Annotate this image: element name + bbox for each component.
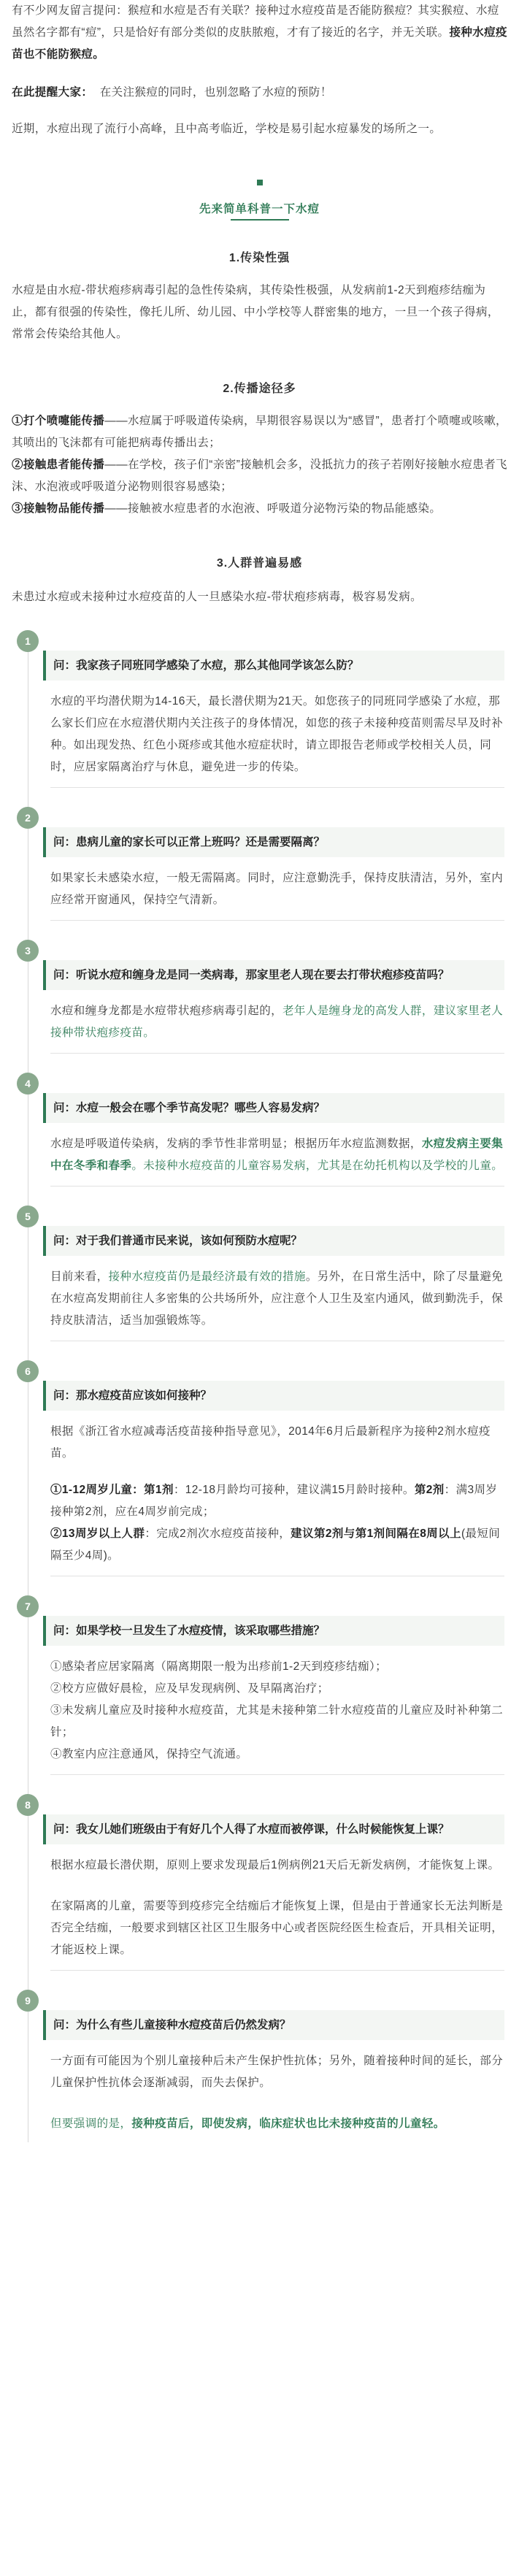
answer: 在家隔离的儿童，需要等到疫疹完全结痂后才能恢复上课，但是由于普通家长无法判断是否完全结痂，一般要求到辖区社区卫生服务中心或者医院经医生检查后，开具相关证明，才能返校上课。 — [50, 1900, 504, 1956]
qa-number-badge: 5 — [17, 1205, 39, 1227]
answer: 一方面有可能因为个别儿童接种后未产生保护性抗体；另外，随着接种时间的延长，部分儿童保护性抗体会逐渐减弱，而失去保护。 — [50, 2055, 504, 2089]
dose-group-2 — [50, 1523, 504, 1567]
qa-list — [12, 630, 507, 2142]
route-2 — [12, 454, 507, 498]
qa-number-badge: 8 — [17, 1794, 39, 1816]
question: 问：我女儿她们班级由于有好几个人得了水痘而被停课，什么时候能恢复上课？ — [43, 1814, 504, 1844]
question: 问：如果学校一旦发生了水痘疫情，该采取哪些措施？ — [43, 1616, 504, 1646]
qa-number-badge: 9 — [17, 1990, 39, 2012]
qa-separator — [50, 787, 504, 788]
dose-label: ①1-12周岁儿童：第1剂 — [50, 1484, 174, 1496]
question: 问：那水痘疫苗应该如何接种？ — [43, 1381, 504, 1411]
section-divider — [12, 180, 507, 185]
dose-text: ：满3周岁接种第2剂，应在4周岁前完成； — [50, 1484, 498, 1518]
answer — [50, 1133, 504, 1177]
question: 问：听说水痘和缠身龙是同一类病毒，那家里老人现在要去打带状疱疹疫苗吗？ — [43, 960, 504, 990]
question: 问：水痘一般会在哪个季节高发呢？哪些人容易发病？ — [43, 1093, 504, 1123]
list-item: ③未发病儿童应及时接种水痘疫苗，尤其是未接种第二针水痘疫苗的儿童应及时补种第二针； — [50, 1704, 504, 1739]
dose-label: 第2剂 — [414, 1484, 445, 1496]
qa-separator — [50, 920, 504, 921]
subheading-1: 1.传染性强 — [228, 252, 291, 264]
qa-number-badge: 2 — [17, 807, 39, 829]
answer-emphasis: 接种疫苗后，即使发病，临床症状也比未接种疫苗的儿童轻。 — [131, 2117, 445, 2130]
answer-text: 目前来看， — [50, 1270, 109, 1283]
qa-number-badge: 7 — [17, 1595, 39, 1617]
qa-item — [25, 1595, 504, 1794]
answer-highlight: 但要强调的是， — [50, 2117, 132, 2130]
route-2-label: ②接触患者能传播 — [12, 459, 105, 471]
route-3-text: ——接触被水痘患者的水泡液、呼吸道分泌物污染的物品能感染。 — [104, 502, 442, 515]
subheading-3-text: 未患过水痘或未接种过水痘疫苗的人一旦感染水痘-带状疱疹病毒，极容易发病。 — [12, 591, 423, 603]
intro-emphasis: 接种水痘疫苗也不能防猴痘。 — [12, 26, 507, 61]
dose-text: ：12-18月龄均可接种，建议满15月龄时接种。 — [173, 1484, 415, 1496]
section-header — [12, 200, 507, 221]
route-3 — [12, 498, 507, 520]
answer-emphasis: 水痘发病主要集中在冬季和春季 — [50, 1138, 504, 1172]
qa-number-badge: 1 — [17, 630, 39, 652]
dose-text: (最短间隔至少4周)。 — [50, 1527, 501, 1562]
qa-item — [25, 807, 504, 940]
answer-highlight: 。未接种水痘疫苗的儿童容易发病，尤其是在幼托机构以及学校的儿童。 — [131, 1159, 504, 1172]
qa-item — [25, 1360, 504, 1595]
qa-item — [25, 1073, 504, 1205]
route-1-label: ①打个喷嚏能传播 — [12, 415, 105, 427]
dose-group-1 — [50, 1479, 504, 1523]
dose-emphasis: 建议第2剂与第1剂间隔在8周以上 — [291, 1527, 461, 1540]
intro-paragraph-3: 近期，水痘出现了流行小高峰，且中高考临近，学校是易引起水痘暴发的场所之一。 — [12, 123, 442, 135]
route-3-label: ③接触物品能传播 — [12, 502, 105, 515]
question: 问：患病儿童的家长可以正常上班吗？还是需要隔离？ — [43, 827, 504, 857]
reminder-text: 在关注猴痘的同时，也别忽略了水痘的预防！ — [99, 86, 332, 99]
route-2-text: ——在学校，孩子们“亲密”接触机会多，没抵抗力的孩子若刚好接触水痘患者飞沫、水泡液或呼吸道分泌物则很容易感染； — [12, 459, 507, 493]
question: 问：我家孩子同班同学感染了水痘，那么其他同学该怎么防？ — [43, 651, 504, 681]
list-item: ④教室内应注意通风，保持空气流通。 — [50, 1748, 248, 1760]
list-item: ①感染者应居家隔离（隔离期限一般为出疹前1-2天到疫疹结痂）； — [50, 1660, 388, 1673]
qa-separator — [50, 1970, 504, 1971]
list-item: ②校方应做好晨检，应及早发现病例、及早隔离治疗； — [50, 1682, 329, 1695]
subheading-2: 2.传播途径多 — [223, 383, 296, 395]
qa-separator — [50, 1053, 504, 1054]
answer-highlight: 老年人是缠身龙的高发人群，建议家里老人接种带状疱疹疫苗。 — [50, 1005, 504, 1039]
answer: 水痘的平均潜伏期为14-16天，最长潜伏期为21天。如您孩子的同班同学感染了水痘，那么家长们应在水痘潜伏期内关注孩子的身体情况，如您的孩子未接种疫苗则需尽早及时补种。如出现发热、红色小斑疹或其他水痘症状时，请立即报告老师或学校相关人员，同时，应居家隔离治疗与休息，避免进一步的传染。 — [50, 695, 504, 773]
answer-emphasis-paragraph — [50, 2113, 504, 2135]
divider-dot — [257, 180, 263, 185]
qa-item — [25, 940, 504, 1073]
question: 问：为什么有些儿童接种水痘疫苗后仍然发病？ — [43, 2010, 504, 2040]
answer-highlight: 接种水痘疫苗仍是最经济最有效的措施 — [108, 1270, 306, 1283]
intro-paragraph-1 — [12, 0, 507, 66]
qa-item — [25, 1205, 504, 1360]
intro-text: 有不少网友留言提问：猴痘和水痘是否有关联？接种过水痘疫苗是否能防猴痘？其实猴痘、水痘虽然名字都有“痘”，只是恰好有部分类似的皮肤脓疱，才有了接近的名字，并无关联。 — [12, 4, 499, 39]
reminder-label: 在此提醒大家： — [12, 86, 93, 99]
answer: 根据水痘最长潜伏期，原则上要求发现最后1例病例21天后无新发病例，才能恢复上课。 — [50, 1859, 500, 1871]
answer: 根据《浙江省水痘减毒活疫苗接种指导意见》，2014年6月后最新程序为接种2剂水痘疫苗。 — [50, 1425, 491, 1460]
subheading-3: 3.人群普遍易感 — [216, 557, 303, 570]
qa-item — [25, 630, 504, 807]
answer-text: 水痘和缠身龙都是水痘带状疱疹病毒引起的， — [50, 1005, 283, 1017]
answer: 如果家长未感染水痘，一般无需隔离。同时，应注意勤洗手，保持皮肤清洁，另外，室内应经常开窗通风，保持空气清新。 — [50, 872, 504, 906]
question: 问：对于我们普通市民来说，该如何预防水痘呢？ — [43, 1226, 504, 1256]
answer — [50, 1266, 504, 1332]
route-1-text: ——水痘属于呼吸道传染病，早期很容易误以为“感冒”，患者打个喷嚏或咳嗽，其喷出的飞沫都有可能把病毒传播出去； — [12, 415, 507, 449]
qa-item — [25, 1990, 504, 2142]
qa-number-badge: 6 — [17, 1360, 39, 1382]
answer — [50, 1000, 504, 1044]
qa-number-badge: 3 — [17, 940, 39, 962]
intro-paragraph-2 — [12, 82, 507, 104]
section-title: 先来简单科普一下水痘 — [199, 203, 320, 215]
dose-text: ：完成2剂次水痘疫苗接种， — [145, 1527, 291, 1540]
answer-text: 。另外，在日常生活中，除了尽量避免在水痘高发期前往人多密集的公共场所外，应注意个人卫生及室内通风，做到勤洗手，保持皮肤清洁，适当加强锻炼等。 — [50, 1270, 504, 1327]
qa-item — [25, 1794, 504, 1990]
answer-text: 水痘是呼吸道传染病，发病的季节性非常明显；根据历年水痘监测数据， — [50, 1138, 422, 1150]
subheading-1-text: 水痘是由水痘-带状疱疹病毒引起的急性传染病，其传染性极强，从发病前1-2天到疱疹结痂为止，都有很强的传染性，像托儿所、幼儿园、中小学校等人群密集的地方，一旦一个孩子得病，常常会传染给其他人。 — [12, 284, 499, 340]
measures-list — [50, 1656, 504, 1766]
qa-number-badge: 4 — [17, 1073, 39, 1095]
qa-separator — [50, 1774, 504, 1775]
dose-label: ②13周岁以上人群 — [50, 1527, 145, 1540]
section-title-underline — [231, 219, 289, 221]
qa-separator — [50, 1186, 504, 1187]
route-1 — [12, 410, 507, 454]
